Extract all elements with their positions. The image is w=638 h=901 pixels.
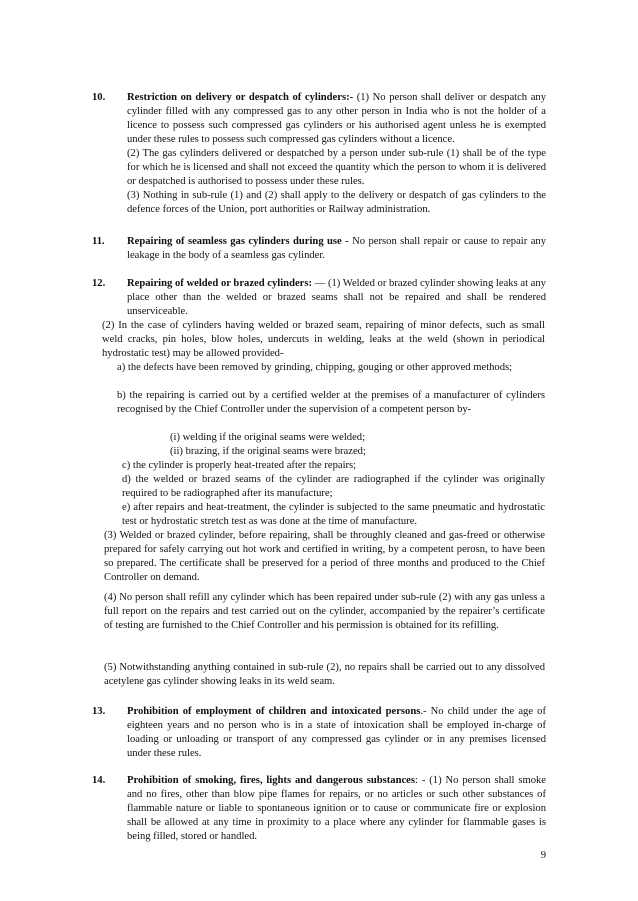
section-paragraph xyxy=(127,235,546,263)
section-13 xyxy=(86,705,546,761)
section-number: 14. xyxy=(92,775,106,786)
sub-rule-5: (5) Notwithstanding anything contained in sub-rule (2), no repairs shall be carried out to any dissolved acetylene gas cylinder showing leaks in its weld seam. xyxy=(104,662,545,687)
page-number: 9 xyxy=(540,850,546,861)
section-12 xyxy=(86,277,546,319)
item-b-ii: (ii) brazing, if the original seams were brazed; xyxy=(170,446,366,457)
sub-rule-2: (2) The gas cylinders delivered or despatched by a person under sub-rule (1) shall be of the type for which he is licensed and shall not exceed the quantity which the person to whom it is delivered or despatched is authorised to possess under these rules. xyxy=(127,148,546,187)
sub-rule-4: (4) No person shall refill any cylinder which has been repaired under sub-rule (2) with any gas unless a full report on the repairs and test carried out on the cylinder, accompanied by the repairer’s certificate of testing are furnished to the Chief Controller and his permission is obtained for its refilling. xyxy=(104,592,545,631)
section-14 xyxy=(86,774,546,844)
section-text: : - (1) No person shall smoke and no fires, other than blow pipe flames for repairs, or no articles or such other substances of flammable nature or liable to spontaneous ignition or to cause or communicate fire or explosion shall be allowed at any time in proximity to a place where any cylinder for flammable gases is being filled, stored or handled. xyxy=(127,775,546,842)
section-number: 12. xyxy=(92,278,106,289)
section-number: 10. xyxy=(92,92,106,103)
section-title: Repairing of welded or brazed cylinders: xyxy=(127,278,313,289)
section-title: Prohibition of smoking, fires, lights and dangerous substances xyxy=(127,775,415,786)
section-title: Restriction on delivery or despatch of cylinders:- xyxy=(127,92,354,103)
sub-rule-3: (3) Welded or brazed cylinder, before repairing, shall be throughly cleaned and gas-freed or otherwise prepared for safely carrying out hot work and certified in writing, by a competent perosn, to have been so prepared. The certificate shall be preserved for a period of three months and produced to the Chief Controller on demand. xyxy=(104,530,545,583)
section-text: .- No child under the age of eighteen years and no person who is in a state of intoxication shall be employed in-charge of loading or unloading or transport of any compressed gas cylinder or in any premises licensed under these rules. xyxy=(127,706,546,759)
sub-rule-3: (3) Nothing in sub-rule (1) and (2) shall apply to the delivery or despatch of gas cylinders to the defence forces of the Union, port authorities or Railway administration. xyxy=(127,190,546,215)
section-number: 11. xyxy=(92,236,105,247)
section-paragraph xyxy=(127,277,546,319)
item-b: b) the repairing is carried out by a certified welder at the premises of a manufacturer of cylinders recognised by the Chief Controller under the supervision of a competent person by- xyxy=(117,390,545,415)
section-text: — (1) Welded or brazed cylinder showing leaks at any place other than the welded or brazed seams shall not be repaired and shall be rendered unserviceable. xyxy=(127,278,546,317)
section-number: 13. xyxy=(92,706,106,717)
section-10 xyxy=(86,91,546,217)
item-b-i: (i) welding if the original seams were welded; xyxy=(170,432,366,443)
section-paragraph xyxy=(127,91,546,147)
section-11 xyxy=(86,235,546,263)
item-a: a) the defects have been removed by grinding, chipping, gouging or other approved methods; xyxy=(117,362,513,373)
section-paragraph xyxy=(127,705,546,761)
section-title: Repairing of seamless gas cylinders during use - xyxy=(127,236,349,247)
section-title: Prohibition of employment of children and intoxicated persons xyxy=(127,706,421,717)
section-paragraph xyxy=(127,774,546,844)
section-text: No person shall repair or cause to repair any leakage in the body of a seamless gas cylinder. xyxy=(127,236,546,261)
item-d: d) the welded or brazed seams of the cylinder are radiographed if the cylinder was originally required to be radiographed after its manufacture; xyxy=(122,474,545,499)
section-text: (1) No person shall deliver or despatch any cylinder filled with any compressed gas to any other person in India who is not the holder of a licence to possess such compressed gas cylinders or his authorised agent unless he is exempted under these rules to possess such compressed gas cylinders without a licence. xyxy=(127,92,546,145)
item-e: e) after repairs and heat-treatment, the cylinder is subjected to the same pneumatic and hydrostatic test or hydrostatic stretch test as was done at the time of manufacture. xyxy=(122,502,545,527)
item-c: c) the cylinder is properly heat-treated after the repairs; xyxy=(122,460,357,471)
sub-rule-2: (2) In the case of cylinders having welded or brazed seam, repairing of minor defects, such as small weld cracks, pin holes, blow holes, undercuts in welding, leaks at the weld (shown in periodical hydrostatic test) may be allowed provided- xyxy=(102,320,545,359)
